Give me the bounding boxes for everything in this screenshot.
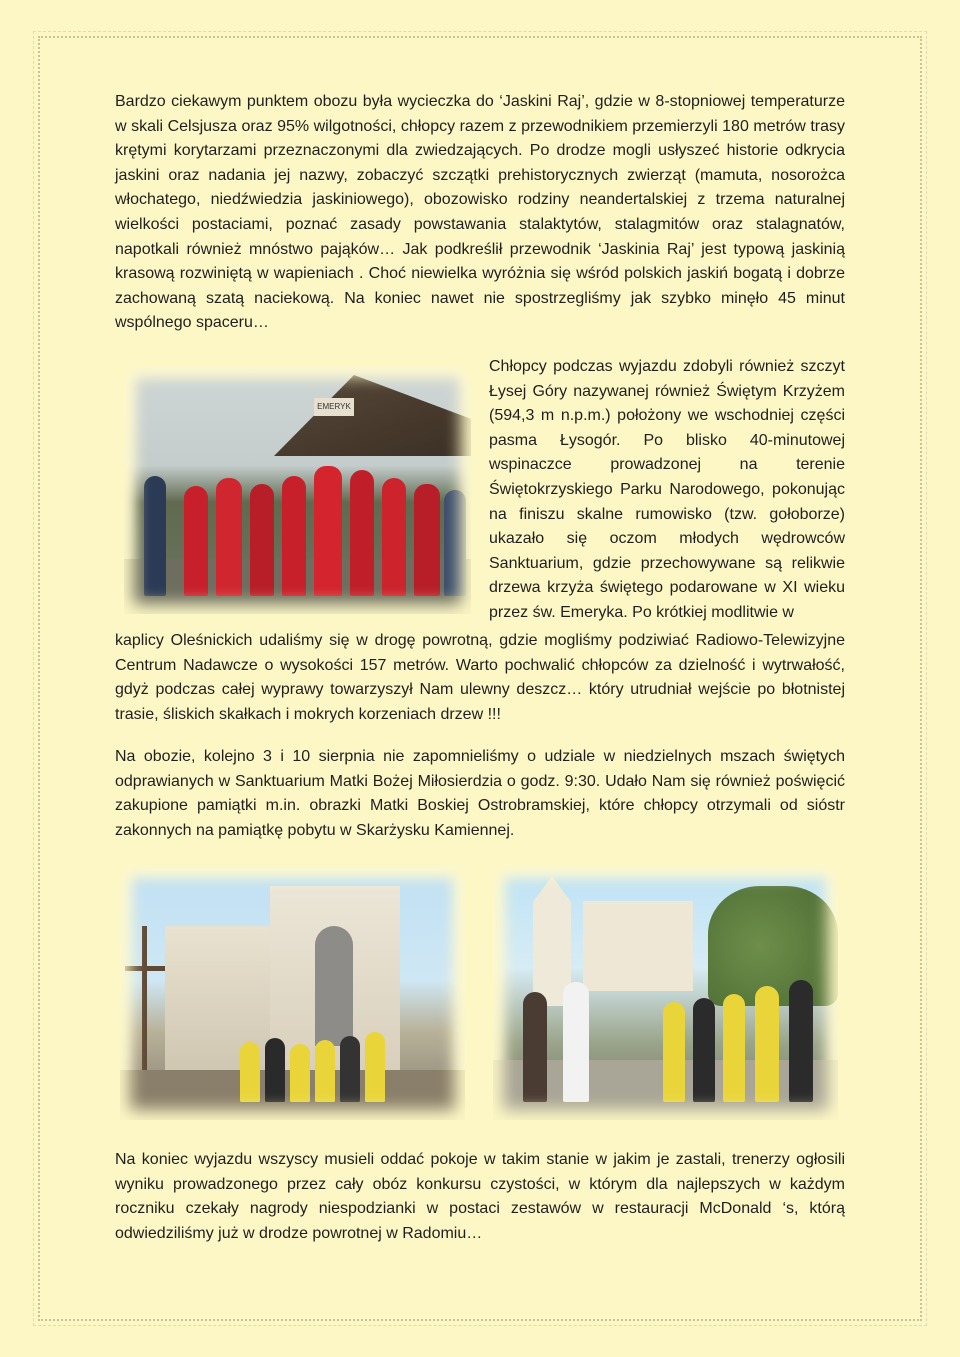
photo-church-group <box>120 866 465 1120</box>
person <box>184 486 208 596</box>
person <box>789 980 813 1102</box>
person <box>663 1002 685 1102</box>
person <box>240 1042 260 1102</box>
church-window <box>315 926 353 1046</box>
paragraph-end-of-camp: Na koniec wyjazdu wszyscy musieli oddać pokoje w takim stanie w jakim je zastali, trenerzy ogłosili wyniku prowadzonego przez cały obóz konkursu czystości, w którym dla najlepszych w każdym roczniku czekały nagrody niespodzianki w postaci zestawów w restauracji McDonald ‘s, którą odwiedziliśmy już w drodze powrotnej w Radomiu… <box>115 1151 845 1242</box>
person <box>693 998 715 1102</box>
person <box>523 992 547 1102</box>
person <box>755 986 779 1102</box>
person <box>250 484 274 596</box>
person <box>365 1032 385 1102</box>
person <box>315 1040 335 1102</box>
person <box>340 1036 360 1102</box>
paragraph-masses: Na obozie, kolejno 3 i 10 sierpnia nie zapomnieliśmy o udziale w niedzielnych mszach świętych odprawianych w Sanktuarium Matki Bożej Miłosierdzia o godz. 9:30. Udało Nam się również poświęcić zakupione pamiątki m.in. obrazki Matki Boskiej Ostrobramskiej, które chłopcy otrzymali od sióstr zakonnych na pamiątkę pobytu w Skarżysku Kamiennej. <box>115 748 845 839</box>
person <box>216 478 242 596</box>
person <box>444 490 466 596</box>
paragraph-lysa-gora-continued: kaplicy Oleśnickich udaliśmy się w drogę powrotną, gdzie mogliśmy podziwiać Radiowo-Telewizyjne Centrum Nadawcze o wysokości 157 metrów. Warto pochwalić chłopców za dzielność i wytrwałość, gdyż podczas całej wyprawy towarzyszył Nam ulewny deszcz… który utrudniał wejście po błotnistej trasie, śliskich skałkach i mokrych korzeniach drzew !!! <box>115 632 845 723</box>
person <box>282 476 306 596</box>
person <box>265 1038 285 1102</box>
shelter-sign: EMERYK <box>314 398 354 416</box>
sanctuary-building <box>583 901 693 991</box>
person <box>414 484 440 596</box>
person <box>723 994 745 1102</box>
photo-sanctuary-group <box>493 866 838 1120</box>
shelter-roof <box>274 366 471 456</box>
person <box>382 478 406 596</box>
person <box>314 466 342 596</box>
wooden-cross-bar <box>125 966 165 971</box>
paragraph-cave-trip: Bardzo ciekawym punktem obozu była wycieczka do ‘Jaskini Raj’, gdzie w 8-stopniowej temperaturze w skali Celsjusza oraz 95% wilgotności, chłopcy razem z przewodnikiem przemierzyli 180 metrów trasy krętymi korytarzami przeznaczonymi dla zwiedzających. Po drodze mogli usłyszeć historie odkrycia jaskini oraz nadania jej nazwy, zobaczyć szczątki prehistorycznych zwierząt (mamuta, nosorożca włochatego, niedźwiedzia jaskiniowego), obozowisko rodziny neandertalskiej z trzema naturalnej wielkości postaciami, poznać zasady powstawania stalaktytów, stalagmitów oraz stalagnatów, napotkali również mnóstwo pająków… Jak podkreślił przewodnik ‘Jaskinia Raj’ jest typową jaskinią krasową rozwiniętą w wapieniach . Choć niewielka wyróżnia się wśród polskich jaskiń bogatą i dobrze zachowaną szatą naciekową. Na koniec nawet nie spostrzegliśmy jak szybko minęło 45 minut wspólnego spaceru… <box>115 93 845 332</box>
paragraph-lysa-gora: Chłopcy podczas wyjazdu zdobyli również szczyt Łysej Góry nazywanej również Świętym Krzyżem (594,3 m n.p.m.) położony we wschodniej części pasma Łysogór. Po blisko 40-minutowej wspinaczce prowadzonej na terenie Świętokrzyskiego Parku Narodowego, pokonując na finiszu skalne rumowisko (tzw. gołoborze) ukazało się oczom młodych wędrowców Sanktuarium, gdzie przechowywane są relikwie drzewa krzyża świętego podarowane w XI wieku przez św. Emeryka. Po krótkiej modlitwie w <box>489 358 845 621</box>
person <box>350 470 374 596</box>
person <box>563 982 589 1102</box>
person <box>290 1044 310 1102</box>
person <box>144 476 166 596</box>
photo-cave-group <box>124 366 471 614</box>
